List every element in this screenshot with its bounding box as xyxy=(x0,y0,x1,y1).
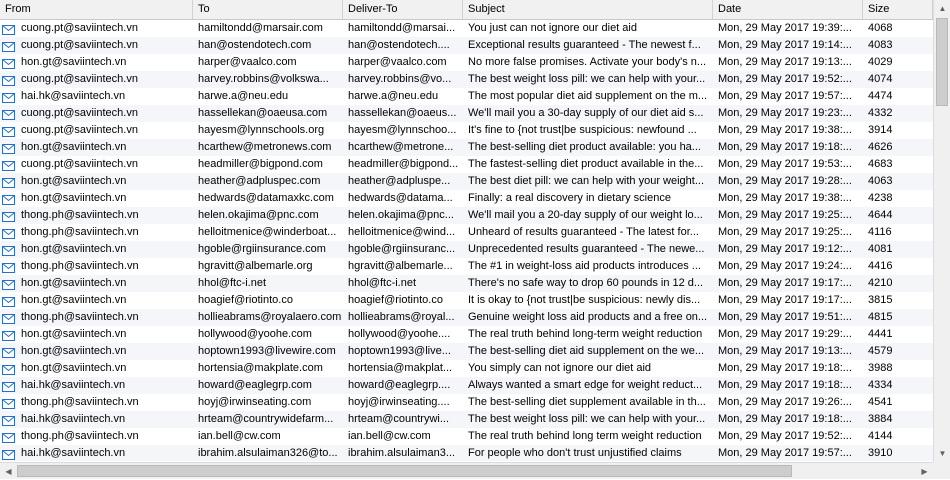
deliver-to-cell: harwe.a@neu.edu xyxy=(348,90,439,102)
to-cell: hortensia@makplate.com xyxy=(198,362,323,374)
from-address: hai.hk@saviintech.vn xyxy=(21,447,126,459)
from-cell xyxy=(0,258,193,275)
table-row[interactable] xyxy=(0,20,933,37)
to-cell: hcarthew@metronews.com xyxy=(198,141,332,153)
mail-envelope-icon xyxy=(2,75,15,85)
from-address: thong.ph@saviintech.vn xyxy=(21,396,139,408)
mail-envelope-icon xyxy=(2,245,15,255)
from-address: hon.gt@saviintech.vn xyxy=(21,141,127,153)
to-cell: hgoble@rgiinsurance.com xyxy=(198,243,326,255)
date-cell: Mon, 29 May 2017 19:57:... xyxy=(718,90,852,102)
mail-envelope-icon xyxy=(2,398,15,408)
date-cell: Mon, 29 May 2017 19:13:... xyxy=(718,56,852,68)
date-cell: Mon, 29 May 2017 19:53:... xyxy=(718,158,852,170)
from-cell xyxy=(0,20,193,37)
from-address: thong.ph@saviintech.vn xyxy=(21,311,139,323)
deliver-to-cell: hoptown1993@live... xyxy=(348,345,451,357)
table-row[interactable] xyxy=(0,105,933,122)
mail-envelope-icon xyxy=(2,296,15,306)
size-cell: 3914 xyxy=(868,124,893,136)
mail-envelope-icon xyxy=(2,177,15,187)
column-header-to[interactable]: To xyxy=(193,0,343,19)
size-cell: 4068 xyxy=(868,22,893,34)
mail-envelope-icon xyxy=(2,41,15,51)
size-cell: 4063 xyxy=(868,175,893,187)
mail-envelope-icon xyxy=(2,449,15,459)
from-address: hon.gt@saviintech.vn xyxy=(21,192,127,204)
mail-envelope-icon xyxy=(2,313,15,323)
from-cell xyxy=(0,156,193,173)
date-cell: Mon, 29 May 2017 19:38:... xyxy=(718,124,852,136)
from-cell xyxy=(0,173,193,190)
size-cell: 4210 xyxy=(868,277,893,289)
mail-envelope-icon xyxy=(2,160,15,170)
from-address: hon.gt@saviintech.vn xyxy=(21,328,127,340)
from-cell xyxy=(0,54,193,71)
date-cell: Mon, 29 May 2017 19:38:... xyxy=(718,192,852,204)
to-cell: hrteam@countrywidefarm... xyxy=(198,413,334,425)
deliver-to-cell: hgravitt@albemarle... xyxy=(348,260,453,272)
table-row[interactable] xyxy=(0,54,933,71)
to-cell: hassellekan@oaeusa.com xyxy=(198,107,328,119)
from-cell xyxy=(0,394,193,411)
deliver-to-cell: hassellekan@oaeus... xyxy=(348,107,457,119)
table-row[interactable] xyxy=(0,309,933,326)
mail-envelope-icon xyxy=(2,279,15,289)
date-cell: Mon, 29 May 2017 19:13:... xyxy=(718,345,852,357)
size-cell: 4334 xyxy=(868,379,893,391)
from-cell xyxy=(0,411,193,428)
from-cell xyxy=(0,37,193,54)
mail-envelope-icon xyxy=(2,432,15,442)
size-cell: 4541 xyxy=(868,396,893,408)
to-cell: heather@adpluspec.com xyxy=(198,175,321,187)
date-cell: Mon, 29 May 2017 19:12:... xyxy=(718,243,852,255)
subject-cell: The best weight loss pill: we can help with your... xyxy=(468,413,706,425)
from-address: cuong.pt@saviintech.vn xyxy=(21,158,138,170)
table-row[interactable] xyxy=(0,190,933,207)
vertical-scrollbar[interactable] xyxy=(933,0,950,462)
to-cell: hgravitt@albemarle.org xyxy=(198,260,313,272)
to-cell: helen.okajima@pnc.com xyxy=(198,209,319,221)
size-cell: 4144 xyxy=(868,430,893,442)
scrollbar-corner xyxy=(933,462,950,479)
from-address: hon.gt@saviintech.vn xyxy=(21,175,127,187)
table-row[interactable] xyxy=(0,360,933,377)
to-cell: headmiller@bigpond.com xyxy=(198,158,323,170)
subject-cell: Finally: a real discovery in dietary science xyxy=(468,192,671,204)
size-cell: 3815 xyxy=(868,294,893,306)
horizontal-scrollbar[interactable] xyxy=(0,462,933,479)
to-cell: ibrahim.alsulaiman326@to... xyxy=(198,447,338,459)
from-cell xyxy=(0,360,193,377)
subject-cell: We'll mail you a 20-day supply of our weight lo... xyxy=(468,209,703,221)
mail-envelope-icon xyxy=(2,330,15,340)
table-row[interactable] xyxy=(0,394,933,411)
table-row[interactable] xyxy=(0,156,933,173)
from-cell xyxy=(0,122,193,139)
to-cell: hhol@ftc-i.net xyxy=(198,277,267,289)
deliver-to-cell: hamiltondd@marsai... xyxy=(348,22,456,34)
to-cell: ian.bell@cw.com xyxy=(198,430,281,442)
deliver-to-cell: harvey.robbins@vo... xyxy=(348,73,452,85)
date-cell: Mon, 29 May 2017 19:17:... xyxy=(718,294,852,306)
from-address: hai.hk@saviintech.vn xyxy=(21,379,126,391)
from-address: hon.gt@saviintech.vn xyxy=(21,277,127,289)
subject-cell: The best diet pill: we can help with your weight... xyxy=(468,175,705,187)
subject-cell: It's fine to {not trust|be suspicious: newfound ... xyxy=(468,124,697,136)
mail-envelope-icon xyxy=(2,347,15,357)
from-cell xyxy=(0,292,193,309)
size-cell: 4626 xyxy=(868,141,893,153)
from-address: hai.hk@saviintech.vn xyxy=(21,413,126,425)
mail-envelope-icon xyxy=(2,143,15,153)
to-cell: howard@eaglegrp.com xyxy=(198,379,312,391)
deliver-to-cell: ibrahim.alsulaiman3... xyxy=(348,447,455,459)
to-cell: hoagief@riotinto.co xyxy=(198,294,293,306)
subject-cell: No more false promises. Activate your body's n... xyxy=(468,56,707,68)
date-cell: Mon, 29 May 2017 19:25:... xyxy=(718,226,852,238)
subject-cell: The real truth behind long term weight reduction xyxy=(468,430,702,442)
column-header-deliver-to[interactable]: Deliver-To xyxy=(343,0,463,19)
to-cell: hedwards@datamaxkc.com xyxy=(198,192,334,204)
from-cell xyxy=(0,326,193,343)
from-address: hon.gt@saviintech.vn xyxy=(21,56,127,68)
from-cell xyxy=(0,343,193,360)
mail-envelope-icon xyxy=(2,58,15,68)
from-address: thong.ph@saviintech.vn xyxy=(21,430,139,442)
table-row[interactable] xyxy=(0,241,933,258)
subject-cell: Always wanted a smart edge for weight reduct... xyxy=(468,379,703,391)
table-row[interactable] xyxy=(0,122,933,139)
subject-cell: The best weight loss pill: we can help with your... xyxy=(468,73,706,85)
date-cell: Mon, 29 May 2017 19:57:... xyxy=(718,447,852,459)
size-cell: 4644 xyxy=(868,209,893,221)
mail-envelope-icon xyxy=(2,262,15,272)
subject-cell: The best-selling diet product available: you ha... xyxy=(468,141,701,153)
from-cell xyxy=(0,139,193,156)
from-address: hon.gt@saviintech.vn xyxy=(21,362,127,374)
date-cell: Mon, 29 May 2017 19:14:... xyxy=(718,39,852,51)
to-cell: harvey.robbins@volkswa... xyxy=(198,73,329,85)
from-cell xyxy=(0,207,193,224)
deliver-to-cell: hgoble@rgiinsuranc... xyxy=(348,243,456,255)
from-address: cuong.pt@saviintech.vn xyxy=(21,22,138,34)
from-cell xyxy=(0,71,193,88)
from-address: cuong.pt@saviintech.vn xyxy=(21,107,138,119)
to-cell: han@ostendotech.com xyxy=(198,39,312,51)
mail-envelope-icon xyxy=(2,92,15,102)
deliver-to-cell: howard@eaglegrp.... xyxy=(348,379,451,391)
from-cell xyxy=(0,377,193,394)
date-cell: Mon, 29 May 2017 19:18:... xyxy=(718,413,852,425)
deliver-to-cell: hoyj@irwinseating.... xyxy=(348,396,450,408)
size-cell: 4683 xyxy=(868,158,893,170)
mail-envelope-icon xyxy=(2,194,15,204)
scroll-right-arrow-icon[interactable]: ▶ xyxy=(921,467,928,476)
to-cell: hoyj@irwinseating.com xyxy=(198,396,312,408)
table-row[interactable] xyxy=(0,37,933,54)
date-cell: Mon, 29 May 2017 19:29:... xyxy=(718,328,852,340)
subject-cell: The best-selling diet aid supplement on the we... xyxy=(468,345,705,357)
from-cell xyxy=(0,88,193,105)
to-cell: harwe.a@neu.edu xyxy=(198,90,289,102)
table-row[interactable] xyxy=(0,139,933,156)
subject-cell: The best-selling diet supplement available in th... xyxy=(468,396,706,408)
column-header-bar xyxy=(0,0,933,20)
subject-cell: We'll mail you a 30-day supply of our diet aid s... xyxy=(468,107,704,119)
mail-envelope-icon xyxy=(2,381,15,391)
table-row[interactable] xyxy=(0,207,933,224)
date-cell: Mon, 29 May 2017 19:52:... xyxy=(718,430,852,442)
deliver-to-cell: harper@vaalco.com xyxy=(348,56,447,68)
table-row[interactable] xyxy=(0,275,933,292)
vertical-scroll-thumb[interactable] xyxy=(936,18,948,106)
to-cell: helloitmenice@winderboat... xyxy=(198,226,337,238)
table-row[interactable] xyxy=(0,292,933,309)
mail-envelope-icon xyxy=(2,109,15,119)
date-cell: Mon, 29 May 2017 19:28:... xyxy=(718,175,852,187)
size-cell: 4029 xyxy=(868,56,893,68)
table-row[interactable] xyxy=(0,343,933,360)
from-address: hon.gt@saviintech.vn xyxy=(21,345,127,357)
size-cell: 4238 xyxy=(868,192,893,204)
size-cell: 4441 xyxy=(868,328,893,340)
date-cell: Mon, 29 May 2017 19:39:... xyxy=(718,22,852,34)
table-row[interactable] xyxy=(0,224,933,241)
deliver-to-cell: hoagief@riotinto.co xyxy=(348,294,443,306)
subject-cell: Exceptional results guaranteed - The newest f... xyxy=(468,39,701,51)
scroll-up-arrow-icon[interactable]: ▲ xyxy=(938,4,947,13)
size-cell: 4116 xyxy=(868,226,892,238)
size-cell: 4083 xyxy=(868,39,893,51)
from-cell xyxy=(0,428,193,445)
table-row[interactable] xyxy=(0,258,933,275)
date-cell: Mon, 29 May 2017 19:26:... xyxy=(718,396,852,408)
date-cell: Mon, 29 May 2017 19:23:... xyxy=(718,107,852,119)
subject-cell: The most popular diet aid supplement on the m... xyxy=(468,90,708,102)
date-cell: Mon, 29 May 2017 19:18:... xyxy=(718,362,852,374)
size-cell: 4579 xyxy=(868,345,893,357)
table-row[interactable] xyxy=(0,71,933,88)
scroll-left-arrow-icon[interactable]: ◀ xyxy=(5,467,12,476)
date-cell: Mon, 29 May 2017 19:52:... xyxy=(718,73,852,85)
from-address: thong.ph@saviintech.vn xyxy=(21,226,139,238)
mail-envelope-icon xyxy=(2,415,15,425)
from-address: cuong.pt@saviintech.vn xyxy=(21,124,138,136)
column-header-size[interactable]: Size xyxy=(863,0,933,19)
size-cell: 4474 xyxy=(868,90,893,102)
subject-cell: The fastest-selling diet product available in the... xyxy=(468,158,704,170)
table-row[interactable] xyxy=(0,88,933,105)
horizontal-scroll-thumb[interactable] xyxy=(17,465,792,477)
scroll-down-arrow-icon[interactable]: ▼ xyxy=(938,449,947,458)
subject-cell: Unprecedented results guaranteed - The newe... xyxy=(468,243,705,255)
from-cell xyxy=(0,105,193,122)
deliver-to-cell: ian.bell@cw.com xyxy=(348,430,431,442)
size-cell: 3910 xyxy=(868,447,893,459)
mail-envelope-icon xyxy=(2,126,15,136)
table-row[interactable] xyxy=(0,428,933,445)
from-cell xyxy=(0,224,193,241)
from-address: thong.ph@saviintech.vn xyxy=(21,209,139,221)
from-address: cuong.pt@saviintech.vn xyxy=(21,39,138,51)
table-row[interactable] xyxy=(0,377,933,394)
table-row[interactable] xyxy=(0,445,933,461)
deliver-to-cell: heather@adpluspe... xyxy=(348,175,451,187)
to-cell: hamiltondd@marsair.com xyxy=(198,22,323,34)
column-header-subject[interactable]: Subject xyxy=(463,0,713,19)
from-cell xyxy=(0,190,193,207)
mail-envelope-icon xyxy=(2,364,15,374)
from-cell xyxy=(0,241,193,258)
deliver-to-cell: helen.okajima@pnc... xyxy=(348,209,454,221)
date-cell: Mon, 29 May 2017 19:24:... xyxy=(718,260,852,272)
deliver-to-cell: hollywood@yoohe.... xyxy=(348,328,451,340)
to-cell: harper@vaalco.com xyxy=(198,56,297,68)
deliver-to-cell: hollieabrams@royal... xyxy=(348,311,455,323)
size-cell: 4815 xyxy=(868,311,893,323)
subject-cell: Unheard of results guaranteed - The latest for... xyxy=(468,226,699,238)
date-cell: Mon, 29 May 2017 19:18:... xyxy=(718,379,852,391)
from-address: hon.gt@saviintech.vn xyxy=(21,294,127,306)
date-cell: Mon, 29 May 2017 19:25:... xyxy=(718,209,852,221)
subject-cell: You simply can not ignore our diet aid xyxy=(468,362,652,374)
subject-cell: The real truth behind long-term weight reduction xyxy=(468,328,703,340)
size-cell: 3884 xyxy=(868,413,893,425)
table-row[interactable] xyxy=(0,173,933,190)
size-cell: 4074 xyxy=(868,73,893,85)
to-cell: hayesm@lynnschools.org xyxy=(198,124,325,136)
column-header-from[interactable]: From xyxy=(0,0,193,19)
subject-cell: Genuine weight loss aid products and a free on... xyxy=(468,311,708,323)
subject-cell: The #1 in weight-loss aid products introduces ... xyxy=(468,260,701,272)
to-cell: hollywood@yoohe.com xyxy=(198,328,312,340)
date-cell: Mon, 29 May 2017 19:51:... xyxy=(718,311,852,323)
date-cell: Mon, 29 May 2017 19:17:... xyxy=(718,277,852,289)
deliver-to-cell: hedwards@datama... xyxy=(348,192,453,204)
to-cell: hoptown1993@livewire.com xyxy=(198,345,336,357)
size-cell: 4081 xyxy=(868,243,893,255)
deliver-to-cell: hayesm@lynnschoo... xyxy=(348,124,457,136)
deliver-to-cell: hhol@ftc-i.net xyxy=(348,277,417,289)
size-cell: 4416 xyxy=(868,260,893,272)
subject-cell: You just can not ignore our diet aid xyxy=(468,22,637,34)
to-cell: hollieabrams@royalaero.com xyxy=(198,311,342,323)
deliver-to-cell: hrteam@countrywi... xyxy=(348,413,450,425)
column-header-date[interactable]: Date xyxy=(713,0,863,19)
from-address: cuong.pt@saviintech.vn xyxy=(21,73,138,85)
deliver-to-cell: hcarthew@metrone... xyxy=(348,141,454,153)
size-cell: 3988 xyxy=(868,362,893,374)
from-cell xyxy=(0,309,193,326)
deliver-to-cell: helloitmenice@wind... xyxy=(348,226,456,238)
mail-envelope-icon xyxy=(2,24,15,34)
subject-cell: For people who don't trust unjustified claims xyxy=(468,447,682,459)
subject-cell: There's no safe way to drop 60 pounds in 12 d... xyxy=(468,277,704,289)
deliver-to-cell: hortensia@makplat... xyxy=(348,362,453,374)
table-row[interactable] xyxy=(0,411,933,428)
from-cell xyxy=(0,275,193,292)
from-cell xyxy=(0,445,193,461)
mail-envelope-icon xyxy=(2,211,15,221)
subject-cell: It is okay to {not trust|be suspicious: newly dis... xyxy=(468,294,701,306)
message-list[interactable] xyxy=(0,20,933,461)
deliver-to-cell: headmiller@bigpond... xyxy=(348,158,459,170)
from-address: thong.ph@saviintech.vn xyxy=(21,260,139,272)
mail-envelope-icon xyxy=(2,228,15,238)
from-address: hon.gt@saviintech.vn xyxy=(21,243,127,255)
from-address: hai.hk@saviintech.vn xyxy=(21,90,126,102)
deliver-to-cell: han@ostendotech.... xyxy=(348,39,450,51)
size-cell: 4332 xyxy=(868,107,893,119)
table-row[interactable] xyxy=(0,326,933,343)
date-cell: Mon, 29 May 2017 19:18:... xyxy=(718,141,852,153)
